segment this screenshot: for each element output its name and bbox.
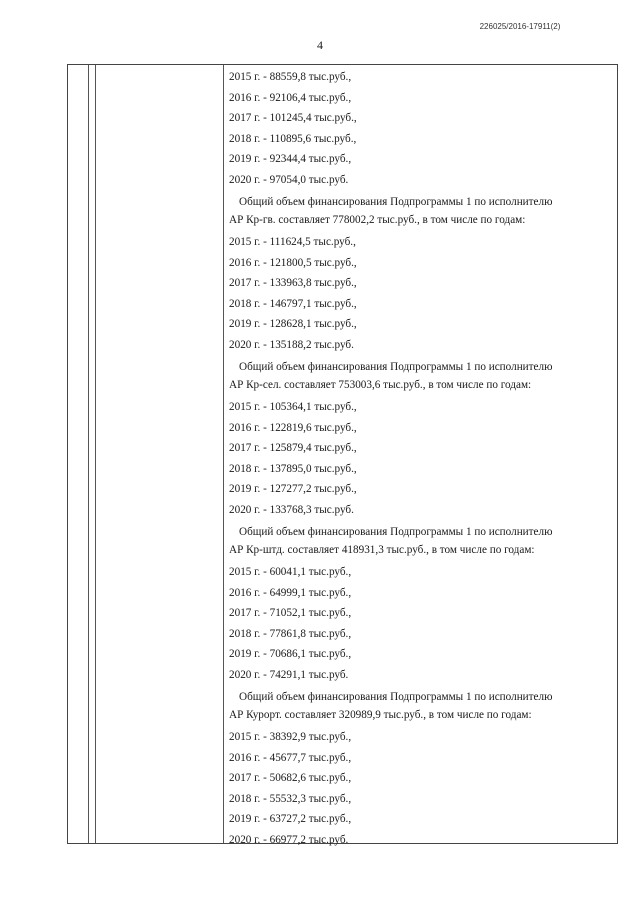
year-line: 2019 г. - 92344,4 тыс.руб., xyxy=(229,153,352,165)
year-line: 2020 г. - 97054,0 тыс.руб. xyxy=(229,173,349,186)
year-line: 2017 г. - 133963,8 тыс.руб., xyxy=(229,277,357,289)
year-line: 2015 г. - 38392,9 тыс.руб., xyxy=(229,731,352,743)
funding-block xyxy=(229,524,609,685)
year-line: 2016 г. - 45677,7 тыс.руб., xyxy=(229,751,352,764)
year-line: 2018 г. - 55532,3 тыс.руб., xyxy=(229,792,352,805)
summary-line: Общий объем финансирования Подпрограммы 1 по исполнителю xyxy=(239,526,553,538)
year-line: 2015 г. - 105364,1 тыс.руб., xyxy=(229,401,357,413)
summary-line: АР Кр-сел. составляет 753003,6 тыс.руб., в том числе по годам: xyxy=(229,378,532,391)
year-line: 2015 г. - 111624,5 тыс.руб., xyxy=(229,236,356,248)
funding-summary xyxy=(229,359,609,394)
year-line: 2020 г. - 66977,2 тыс.руб. xyxy=(229,833,349,846)
year-line: 2018 г. - 110895,6 тыс.руб., xyxy=(229,132,357,145)
funding-summary xyxy=(229,524,609,559)
year-line: 2019 г. - 63727,2 тыс.руб., xyxy=(229,813,352,825)
document-number: 226025/2016-17911(2) xyxy=(479,22,561,31)
funding-table xyxy=(67,64,618,844)
year-line: 2020 г. - 133768,3 тыс.руб. xyxy=(229,503,354,516)
summary-line: Общий объем финансирования Подпрограммы 1 по исполнителю xyxy=(239,196,553,208)
summary-line: Общий объем финансирования Подпрограммы 1 по исполнителю xyxy=(239,361,553,373)
funding-summary xyxy=(229,689,609,724)
funding-block xyxy=(229,359,609,520)
column-divider xyxy=(223,65,224,843)
year-line: 2019 г. - 128628,1 тыс.руб., xyxy=(229,318,357,330)
year-line: 2015 г. - 60041,1 тыс.руб., xyxy=(229,566,352,578)
column-divider xyxy=(95,65,96,843)
year-line: 2018 г. - 146797,1 тыс.руб., xyxy=(229,297,357,310)
page-number: 4 xyxy=(317,38,323,52)
year-line: 2017 г. - 50682,6 тыс.руб., xyxy=(229,772,352,784)
summary-line: Общий объем финансирования Подпрограммы 1 по исполнителю xyxy=(239,691,553,703)
funding-summary xyxy=(229,194,609,229)
year-line: 2016 г. - 92106,4 тыс.руб., xyxy=(229,91,352,104)
funding-block xyxy=(229,689,609,850)
year-line: 2018 г. - 137895,0 тыс.руб., xyxy=(229,462,357,475)
year-line: 2017 г. - 71052,1 тыс.руб., xyxy=(229,607,352,619)
year-line: 2018 г. - 77861,8 тыс.руб., xyxy=(229,627,352,640)
year-line: 2017 г. - 125879,4 тыс.руб., xyxy=(229,442,357,454)
year-line: 2019 г. - 70686,1 тыс.руб., xyxy=(229,648,352,660)
funding-block xyxy=(229,67,609,190)
year-line: 2020 г. - 135188,2 тыс.руб. xyxy=(229,338,354,351)
summary-line: АР Курорт. составляет 320989,9 тыс.руб., в том числе по годам: xyxy=(229,708,532,721)
year-line: 2017 г. - 101245,4 тыс.руб., xyxy=(229,112,357,124)
year-line: 2016 г. - 121800,5 тыс.руб., xyxy=(229,256,357,269)
summary-line: АР Кр-гв. составляет 778002,2 тыс.руб., в том числе по годам: xyxy=(229,213,526,226)
year-line: 2015 г. - 88559,8 тыс.руб., xyxy=(229,71,352,83)
funding-content xyxy=(229,67,609,850)
funding-block xyxy=(229,194,609,355)
year-line: 2019 г. - 127277,2 тыс.руб., xyxy=(229,483,357,495)
year-line: 2020 г. - 74291,1 тыс.руб. xyxy=(229,668,349,681)
year-line: 2016 г. - 122819,6 тыс.руб., xyxy=(229,421,357,434)
column-divider xyxy=(88,65,89,843)
year-line: 2016 г. - 64999,1 тыс.руб., xyxy=(229,586,352,599)
summary-line: АР Кр-штд. составляет 418931,3 тыс.руб., в том числе по годам: xyxy=(229,543,535,556)
